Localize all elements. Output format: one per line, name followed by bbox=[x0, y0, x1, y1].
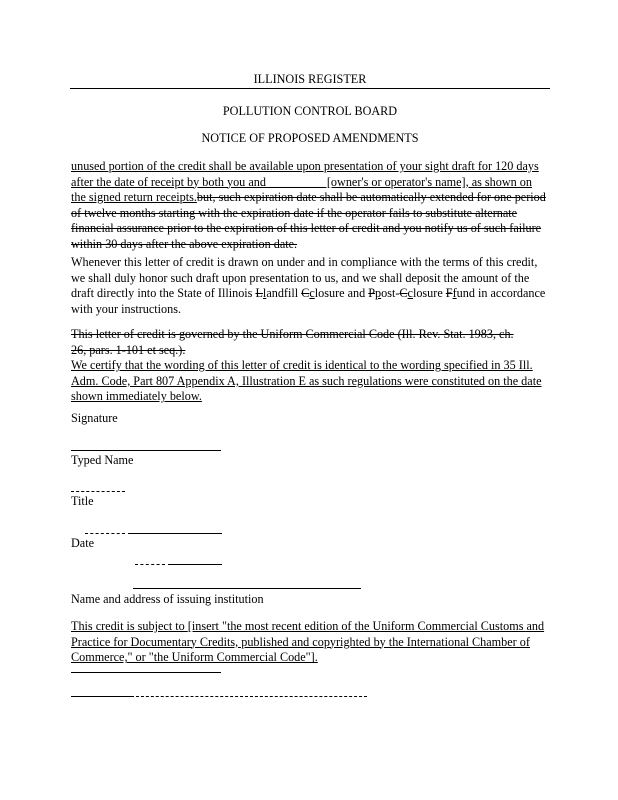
text-line: Whenever this letter of credit is drawn on under and in compliance with the terms of this credit, bbox=[71, 255, 538, 269]
text-line: with your instructions. bbox=[71, 301, 182, 316]
paragraph-subject bbox=[71, 619, 545, 666]
typed-name-line bbox=[71, 491, 125, 492]
deleted-text: This letter of credit is governed by the Uniform Commercial Code (Ill. Rev. Stat. 1983, ch. bbox=[71, 327, 514, 341]
deleted-text: of twelve months starting with the expiration date if the operator fails to substitute alternate bbox=[71, 205, 518, 220]
inserted-text: shown immediately below. bbox=[71, 389, 202, 404]
typed-name-label: Typed Name bbox=[71, 453, 134, 467]
title-line-dashed bbox=[85, 533, 125, 534]
date-line bbox=[168, 564, 222, 565]
deleted-text: within 30 days after the above expiration date. bbox=[71, 236, 298, 251]
text-line: the signed return receipts.but, such expiration date shall be automatically extended for one period bbox=[71, 190, 546, 205]
institution-line bbox=[133, 588, 361, 589]
paragraph-certification bbox=[71, 327, 545, 405]
deleted-text: financial assurance prior to the expiration of this letter of credit and you notify us of such failure bbox=[71, 221, 542, 236]
paragraph-draft bbox=[71, 255, 545, 317]
deleted-text: but, such expiration date shall be automatically extended for one period bbox=[196, 190, 546, 205]
paragraph-expiration bbox=[71, 159, 545, 253]
inserted-text: This credit is subject to [insert "the most recent edition of the Uniform Commercial Customs and bbox=[71, 619, 545, 633]
date-label: Date bbox=[71, 536, 95, 550]
owner-name-blank: _________ bbox=[268, 174, 324, 189]
register-title: ILLINOIS REGISTER bbox=[253, 72, 367, 86]
inserted-text: Commerce," or "the Uniform Commercial Code"]. bbox=[71, 650, 318, 665]
text-line: we shall duly honor such draft upon presentation to us, and we shall deposit the amount of the bbox=[71, 270, 530, 285]
inserted-text: Practice for Documentary Credits, published and copyrighted by the International Chamber of bbox=[71, 634, 530, 649]
signature-line bbox=[71, 450, 221, 451]
institution-label: Name and address of issuing institution bbox=[71, 592, 264, 606]
signature-label: Signature bbox=[71, 411, 118, 425]
inserted-text: Adm. Code, Part 807 Appendix A, Illustration E as such regulations were constituted on the date bbox=[71, 373, 542, 388]
title-label: Title bbox=[71, 494, 94, 508]
text-line: after the date of receipt by both you and _________ [owner's or operator's name], as shown on bbox=[71, 174, 532, 189]
footer-rule-dashed bbox=[131, 696, 367, 697]
date-line-dashed bbox=[135, 564, 165, 565]
deleted-text: 26, pars. 1-101 et seq.). bbox=[71, 342, 186, 357]
board-title: POLLUTION CONTROL BOARD bbox=[222, 104, 398, 118]
inserted-text: We certify that the wording of this letter of credit is identical to the wording specified in 35 Ill. bbox=[71, 358, 533, 373]
header-rule bbox=[70, 88, 550, 89]
text-line: unused portion of the credit shall be available upon presentation of your sight draft for 120 days bbox=[71, 159, 539, 173]
title-line bbox=[128, 533, 222, 534]
footer-rule bbox=[71, 696, 131, 697]
notice-title: NOTICE OF PROPOSED AMENDMENTS bbox=[201, 131, 419, 145]
text-line: draft directly into the State of Illinois Llandfill Cclosure and Ppost-Cclosure Ffund in accordance bbox=[71, 286, 546, 301]
footer-rule bbox=[71, 672, 221, 673]
